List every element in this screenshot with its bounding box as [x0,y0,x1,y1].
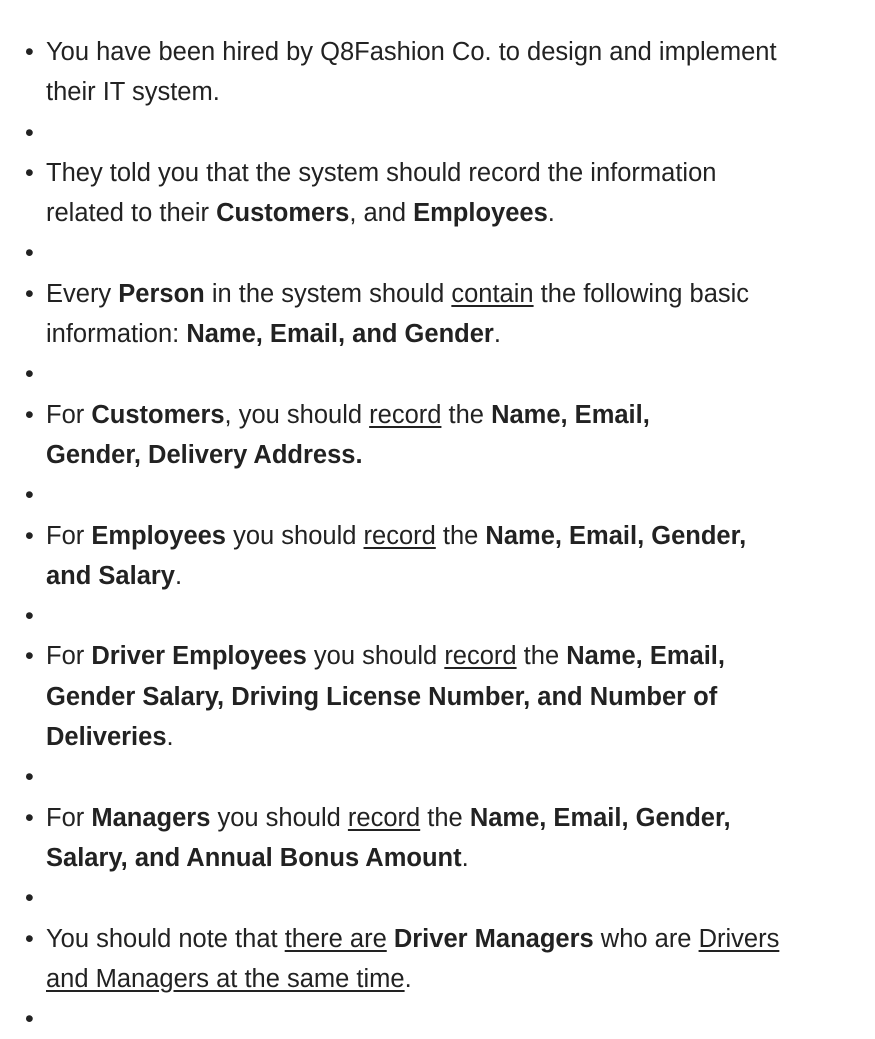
bold-text: Deliveries [46,723,167,752]
text-segment: information: [46,320,187,349]
text-segment: the [420,803,470,832]
bold-text: Managers [91,803,211,832]
bold-text: Driver Employees [91,642,307,671]
text-line [46,636,779,676]
text-segment: For [46,803,92,832]
text-line [46,556,779,596]
empty-list-item [0,475,779,515]
underlined-text: record [347,803,421,832]
text-line [46,516,779,556]
bold-text: Customers [216,199,350,228]
text-segment: the [441,400,492,429]
text-segment: the [435,521,486,550]
text-segment: You have been hired by Q8Fashion Co. to design and implement [46,38,777,66]
text-segment: For [46,400,92,429]
bold-text: Driver Managers [393,924,594,953]
bold-text: Person [118,279,205,308]
text-segment: who are [593,924,699,953]
text-segment: For [46,642,92,671]
bold-text: Gender, Delivery Address. [46,440,363,469]
bold-text: and Salary [46,561,175,590]
text-line [46,193,779,233]
list-item [0,798,779,879]
bold-text: Name, Email, [491,400,650,429]
text-segment: you should [210,803,348,832]
text-line [46,435,779,475]
bold-text: Gender Salary, Driving License Number, and Number of [46,682,718,711]
text-line [46,717,779,757]
bold-text: Customers [91,400,225,429]
underlined-text: and Managers at the same time [46,964,405,993]
text-segment: . [493,320,501,349]
text-line [46,959,779,999]
requirements-list [0,32,779,1039]
list-item [0,32,779,113]
bold-text: Name, Email, Gender, [469,803,731,832]
text-line [46,677,779,717]
bold-text: Name, Email, [566,642,725,671]
text-segment: . [547,199,555,228]
text-segment: you should [226,521,364,550]
text-segment: . [404,964,412,993]
text-segment: You should note that [46,924,285,953]
text-segment [387,925,394,953]
bold-text: Salary, and Annual Bonus Amount [46,843,462,872]
empty-list-item [0,354,779,394]
list-item [0,274,779,355]
text-segment: . [461,843,469,872]
text-segment: . [174,561,183,590]
text-segment: For [46,521,92,550]
list-item [0,636,779,757]
empty-list-item [0,999,779,1039]
text-line [46,395,779,435]
list-item [0,395,779,476]
underlined-text: record [369,400,442,429]
text-segment: you should [306,642,445,671]
list-item [0,153,779,234]
text-segment: related to their [46,199,217,228]
list-item [0,516,779,597]
text-line [46,32,779,72]
text-segment: the [516,642,567,671]
text-line [46,838,779,878]
bold-text: Employees [413,199,548,228]
text-segment: the following basic [533,279,750,308]
empty-list-item [0,233,779,273]
underlined-text: record [444,642,517,671]
text-segment: their IT system. [46,78,220,107]
bold-text: Employees [91,521,226,550]
text-line [46,314,779,354]
text-line [46,274,779,314]
bold-text: Name, Email, Gender, [485,521,747,550]
underlined-text: there are [284,924,387,953]
text-segment: Every [46,279,119,308]
text-line [46,153,779,193]
text-line [46,798,779,838]
list-item [0,919,779,1000]
text-segment: , and [349,199,414,228]
text-segment: , you should [224,400,370,429]
empty-list-item [0,113,779,153]
empty-list-item [0,878,779,918]
underlined-text: Drivers [698,924,780,953]
empty-list-item [0,757,779,797]
bold-text: Name, Email, and Gender [186,320,494,349]
text-segment: They told you that the system should record the information [46,158,717,187]
empty-list-item [0,596,779,636]
text-segment: . [166,723,174,752]
underlined-text: record [363,521,436,550]
text-line [46,919,779,959]
text-line [46,72,779,112]
underlined-text: contain [451,279,534,308]
text-segment: in the system should [204,279,452,308]
